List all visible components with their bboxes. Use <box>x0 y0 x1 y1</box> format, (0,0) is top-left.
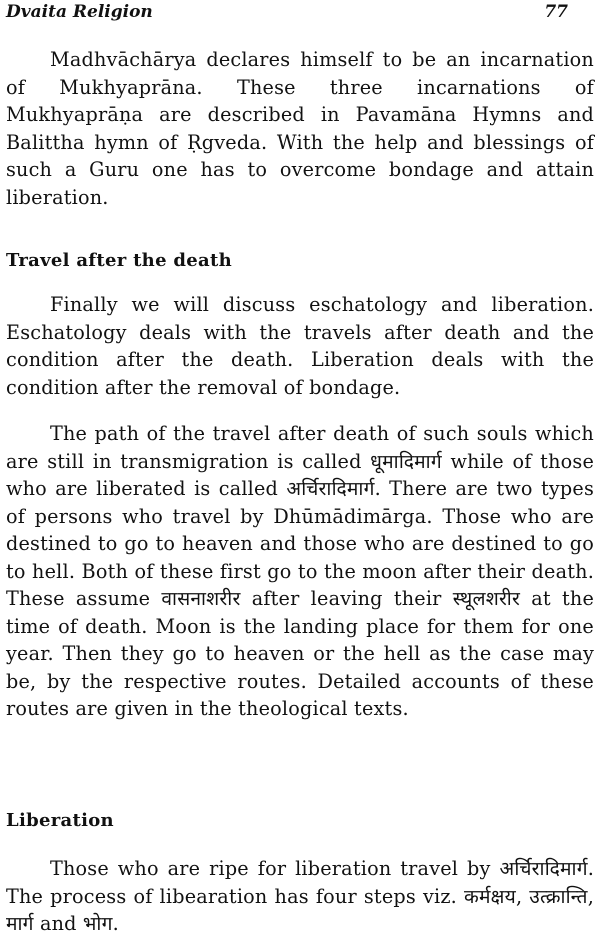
page-number: 77 <box>544 2 568 22</box>
paragraph-eschatology: Finally we will discuss eschatology and liberation. Eschatology deals with the travels after death and the condition after the death. Liberation deals with the condition after the removal of bondage. <box>6 293 594 399</box>
section-heading-travel: Travel after the death <box>6 250 232 271</box>
running-head-title: Dvaita Religion <box>6 2 153 22</box>
paragraph-incarnation: Madhvāchārya declares himself to be an incarnation of Mukhyaprāna. These three incarnations of Mukhyaprāṇa are described in Pavamāna Hymns and Balittha hymn of Ṛgveda. With the help and blessings of such a Guru one has to overcome bondage and attain liberation. <box>6 48 594 209</box>
section-heading-liberation: Liberation <box>6 810 114 831</box>
running-head <box>6 0 594 24</box>
paragraph-liberation-steps: Those who are ripe for liberation travel by अर्चिरादिमार्ग. The process of libearation has four steps viz. कर्मक्षय, उत्क्रान्ति, मार्ग and भोग. <box>6 857 594 935</box>
paragraph-path-of-travel: The path of the travel after death of such souls which are still in transmigration is called धूमादिमार्ग while of those who are liberated is called अर्चिरादिमार्ग. There are two types of persons who travel by Dhūmādimārga. Those who are destined to go to heaven and those who are destined to go to hell. Both of these first go to the moon after their death. These assume वासनाशरीर after leaving their स्थूलशरीर at the time of death. Moon is the landing place for them for one year. Then they go to heaven or the hell as the case may be, by the respective routes. Detailed accounts of these routes are given in the theological texts. <box>6 422 594 720</box>
